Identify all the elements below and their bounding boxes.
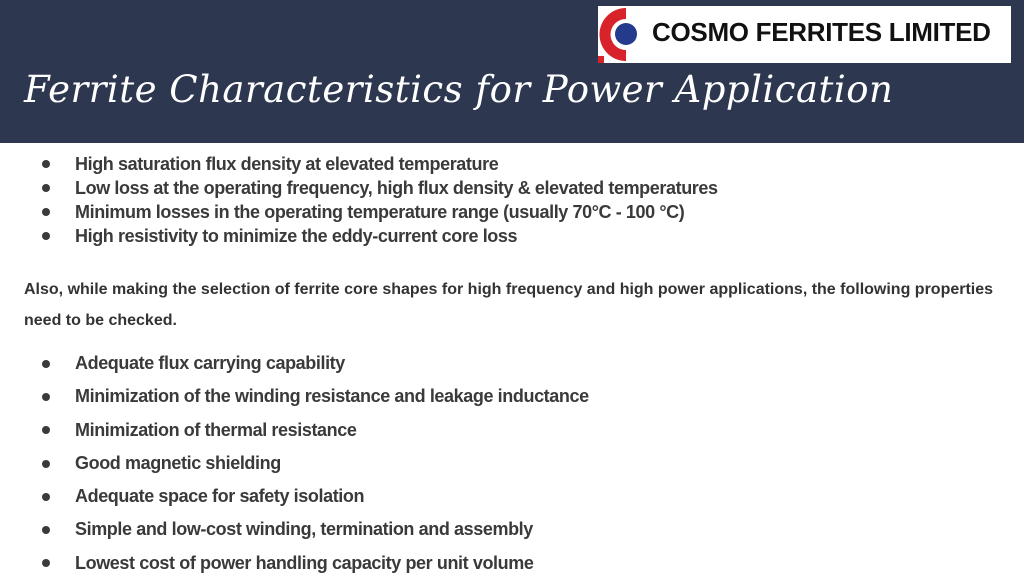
list-item-text: Adequate space for safety isolation — [75, 486, 365, 507]
list-item-text: Minimum losses in the operating temperature range (usually 70°C - 100 °C) — [75, 202, 685, 222]
list-item-text: Good magnetic shielding — [75, 452, 281, 473]
logo-text: COSMO FERRITES LIMITED — [652, 17, 991, 47]
list-item — [0, 200, 718, 224]
list-item — [0, 513, 589, 546]
list-item — [0, 347, 589, 380]
list-item-text: Simple and low-cost winding, termination and assembly — [75, 519, 533, 540]
bullet-icon — [42, 160, 50, 168]
company-logo — [598, 6, 1011, 63]
list-item-text: High resistivity to minimize the eddy-current core loss — [75, 226, 518, 246]
bullet-icon — [42, 493, 50, 501]
list-item — [0, 480, 589, 513]
list-item-text: Minimization of thermal resistance — [75, 419, 357, 440]
list-item-text: Lowest cost of power handling capacity per unit volume — [75, 552, 534, 573]
properties-list — [0, 347, 589, 580]
bullet-icon — [42, 232, 50, 240]
list-item — [0, 414, 589, 447]
bullet-icon — [42, 393, 50, 401]
list-item — [0, 447, 589, 480]
logo-mark-icon — [598, 6, 642, 63]
list-item — [0, 547, 589, 580]
list-item — [0, 380, 589, 413]
bullet-icon — [42, 559, 50, 567]
list-item-text: Adequate flux carrying capability — [75, 353, 345, 373]
list-item-text: High saturation flux density at elevated temperature — [75, 154, 499, 174]
list-item-text: Low loss at the operating frequency, high flux density & elevated temperatures — [75, 178, 718, 198]
bullet-icon — [42, 460, 50, 468]
list-item — [0, 224, 718, 248]
title-banner — [0, 0, 1024, 143]
bullet-icon — [42, 426, 50, 434]
list-item — [0, 176, 718, 200]
bullet-icon — [42, 208, 50, 216]
page-title: Ferrite Characteristics for Power Application — [24, 68, 894, 111]
list-item-text: Minimization of the winding resistance and leakage inductance — [75, 386, 589, 407]
bullet-icon — [42, 184, 50, 192]
list-item — [0, 152, 718, 176]
bullet-icon — [42, 526, 50, 534]
selection-paragraph: Also, while making the selection of ferrite core shapes for high frequency and high power applications, the following properties need to be checked. — [24, 281, 994, 329]
characteristics-list — [0, 152, 718, 248]
bullet-icon — [42, 360, 50, 368]
